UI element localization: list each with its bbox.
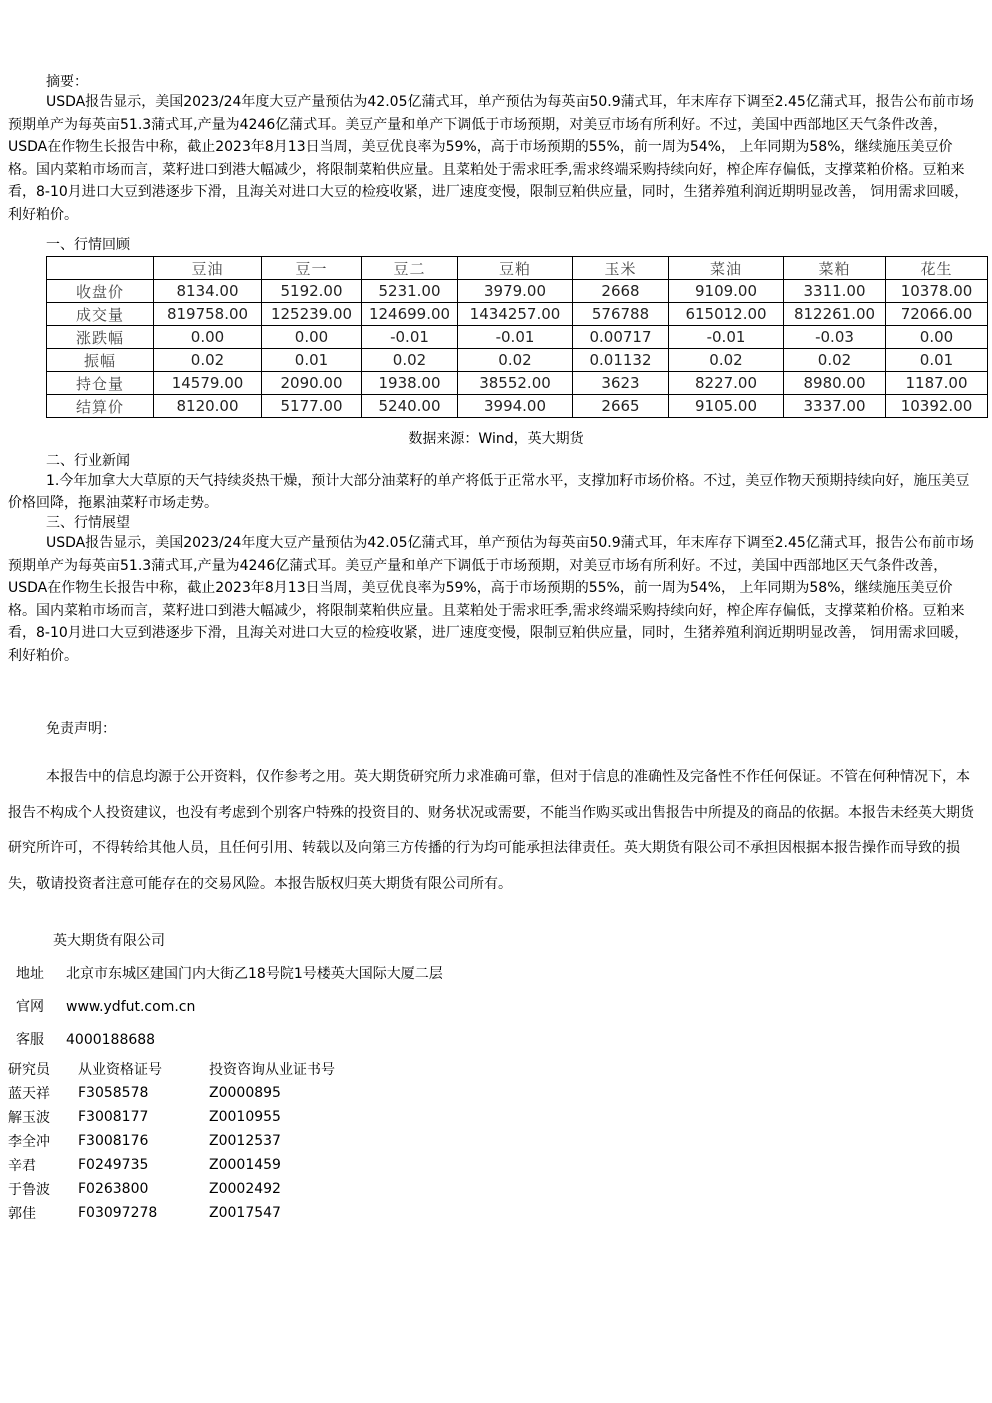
table-row <box>47 280 988 303</box>
service-value: 4000188688 <box>66 1032 156 1048</box>
table-cell: 0.02 <box>784 349 886 372</box>
table-cell: 3979.00 <box>458 280 573 303</box>
table-cell: 125239.00 <box>262 303 362 326</box>
table-cell: -0.01 <box>669 326 784 349</box>
disclaimer-paragraph: 本报告中的信息均源于公开资料，仅作参考之用。英大期货研究所力求准确可靠，但对于信息的准确性及完备性不作任何保证。不管在何种情况下，本报告不构成个人投资建议，也没有考虑到个别客户特殊的投资目的、财务状况或需要，不能当作购买或出售报告中所提及的商品的依据。本报告未经英大期货研究所许可，不得转给其他人员，且任何引用、转载以及向第三方传播的行为均可能承担法律责任。英大期货有限公司不承担因根据本报告操作而导致的损失，敬请投资者注意可能存在的交易风险。本报告版权归英大期货有限公司所有。 <box>8 769 974 892</box>
table-cell: 10392.00 <box>886 395 988 418</box>
data-source-note: 数据来源：Wind，英大期货 <box>408 431 584 447</box>
web-value: www.ydfut.com.cn <box>66 999 196 1015</box>
table-cell: 1938.00 <box>362 372 458 395</box>
table-row <box>47 349 988 372</box>
contact-web-row <box>16 996 195 1016</box>
table-cell: 0.02 <box>362 349 458 372</box>
table-row <box>47 326 988 349</box>
researcher-cell: Z0010955 <box>209 1109 281 1125</box>
table-header-cell: 豆一 <box>262 257 362 280</box>
researcher-row <box>8 1129 335 1153</box>
researcher-cell: F0249735 <box>78 1157 149 1173</box>
address-value: 北京市东城区建国门内大街乙18号院1号楼英大国际大厦二层 <box>66 966 443 982</box>
table-cell: 5240.00 <box>362 395 458 418</box>
table-cell: 1187.00 <box>886 372 988 395</box>
table-corner-cell <box>47 257 154 280</box>
table-cell: 0.02 <box>669 349 784 372</box>
researcher-header-cell: 从业资格证号 <box>78 1062 162 1078</box>
table-cell: 2668 <box>573 280 669 303</box>
researcher-row <box>8 1153 335 1177</box>
service-label: 客服 <box>16 1032 44 1048</box>
table-row <box>47 395 988 418</box>
researcher-cell: Z0001459 <box>209 1157 281 1173</box>
contact-service-row <box>16 1029 155 1049</box>
table-cell: 3337.00 <box>784 395 886 418</box>
researcher-cell: 郭佳 <box>8 1206 36 1222</box>
table-cell: 8227.00 <box>669 372 784 395</box>
table-cell: 8134.00 <box>154 280 262 303</box>
industry-news-paragraph: 1.今年加拿大大草原的天气持续炎热干燥，预计大部分油菜籽的单产将低于正常水平，支撑加籽市场价格。不过，美豆作物天预期持续向好，施压美豆价格回降，拖累油菜籽市场走势。 <box>8 473 970 511</box>
researcher-cell: 李全冲 <box>8 1134 50 1150</box>
table-cell: 812261.00 <box>784 303 886 326</box>
researcher-cell: F3058578 <box>78 1085 149 1101</box>
researcher-table <box>8 1057 335 1225</box>
table-cell: 0.01 <box>886 349 988 372</box>
disclaimer-heading: 免责声明： <box>46 721 116 737</box>
table-cell: 3994.00 <box>458 395 573 418</box>
outlook-heading: 三、行情展望 <box>46 515 130 531</box>
table-cell: 0.00717 <box>573 326 669 349</box>
researcher-row <box>8 1201 335 1225</box>
web-label: 官网 <box>16 999 44 1015</box>
table-cell: 9109.00 <box>669 280 784 303</box>
address-label: 地址 <box>16 966 44 982</box>
table-cell: 38552.00 <box>458 372 573 395</box>
table-row-label: 成交量 <box>47 303 154 326</box>
summary-heading: 摘要： <box>46 74 88 90</box>
table-cell: 1434257.00 <box>458 303 573 326</box>
researcher-cell: 辛君 <box>8 1158 36 1174</box>
table-cell: 3311.00 <box>784 280 886 303</box>
researcher-cell: F03097278 <box>78 1205 158 1221</box>
market-data-table <box>46 256 988 418</box>
researcher-cell: Z0000895 <box>209 1085 281 1101</box>
table-cell: 8980.00 <box>784 372 886 395</box>
table-cell: 0.00 <box>262 326 362 349</box>
table-cell: 576788 <box>573 303 669 326</box>
table-row-label: 持仓量 <box>47 372 154 395</box>
contact-address-row <box>16 963 443 983</box>
table-header-cell: 菜粕 <box>784 257 886 280</box>
table-row <box>47 372 988 395</box>
table-cell: 0.02 <box>154 349 262 372</box>
table-cell: -0.01 <box>362 326 458 349</box>
table-cell: 8120.00 <box>154 395 262 418</box>
table-cell: 0.00 <box>886 326 988 349</box>
researcher-cell: 解玉波 <box>8 1110 50 1126</box>
industry-news-heading: 二、行业新闻 <box>46 453 130 469</box>
researcher-cell: Z0017547 <box>209 1205 281 1221</box>
table-cell: 819758.00 <box>154 303 262 326</box>
table-cell: 5192.00 <box>262 280 362 303</box>
table-cell: 10378.00 <box>886 280 988 303</box>
table-row <box>47 303 988 326</box>
table-header-cell: 菜油 <box>669 257 784 280</box>
table-cell: -0.03 <box>784 326 886 349</box>
table-header-cell: 玉米 <box>573 257 669 280</box>
researcher-cell: F0263800 <box>78 1181 149 1197</box>
researcher-cell: F3008176 <box>78 1133 149 1149</box>
table-row-label: 涨跌幅 <box>47 326 154 349</box>
summary-paragraph: USDA报告显示，美国2023/24年度大豆产量预估为42.05亿蒲式耳，单产预估为每英亩50.9蒲式耳，年末库存下调至2.45亿蒲式耳，报告公布前市场预期单产为每英亩51.3蒲式耳,产量为4246亿蒲式耳。美豆产量和单产下调低于市场预期，对美豆市场有所利好。不过，美国中西部地区天气条件改善， USDA在作物生长报告中称，截止2023年8月13日当周，美豆优良率为59%，高于市场预期的55%，前一周为54%， 上年同期为58%，继续施压美豆价格。国内菜粕市场而言，菜籽进口到港大幅减少，将限制菜粕供应量。且菜粕处于需求旺季,需求终端采购持续向好，榨企库存偏低，支撑菜粕价格。豆粕来看，8-10月进口大豆到港逐步下滑，且海关对进口大豆的检疫收紧，进厂速度变慢，限制豆粕供应量，同时，生猪养殖利润近期明显改善， 饲用需求回暖，利好粕价。 <box>8 94 974 223</box>
table-header-cell: 花生 <box>886 257 988 280</box>
researcher-row <box>8 1177 335 1201</box>
researcher-header-cell: 投资咨询从业证书号 <box>209 1062 335 1078</box>
table-cell: 615012.00 <box>669 303 784 326</box>
researcher-cell: F3008177 <box>78 1109 149 1125</box>
table-cell: 0.01132 <box>573 349 669 372</box>
market-review-heading: 一、行情回顾 <box>46 237 130 253</box>
outlook-paragraph: USDA报告显示，美国2023/24年度大豆产量预估为42.05亿蒲式耳，单产预估为每英亩50.9蒲式耳，年末库存下调至2.45亿蒲式耳，报告公布前市场预期单产为每英亩51.3蒲式耳,产量为4246亿蒲式耳。美豆产量和单产下调低于市场预期，对美豆市场有所利好。不过，美国中西部地区天气条件改善， USDA在作物生长报告中称，截止2023年8月13日当周，美豆优良率为59%，高于市场预期的55%，前一周为54%， 上年同期为58%，继续施压美豆价格。国内菜粕市场而言，菜籽进口到港大幅减少，将限制菜粕供应量。且菜粕处于需求旺季,需求终端采购持续向好，榨企库存偏低，支撑菜粕价格。豆粕来看，8-10月进口大豆到港逐步下滑，且海关对进口大豆的检疫收紧，进厂速度变慢，限制豆粕供应量，同时，生猪养殖利润近期明显改善， 饲用需求回暖，利好粕价。 <box>8 535 974 664</box>
table-cell: 5231.00 <box>362 280 458 303</box>
researcher-cell: 于鲁波 <box>8 1182 50 1198</box>
table-cell: 0.01 <box>262 349 362 372</box>
researcher-cell: Z0002492 <box>209 1181 281 1197</box>
table-cell: 3623 <box>573 372 669 395</box>
researcher-header-row <box>8 1057 335 1081</box>
table-row-label: 振幅 <box>47 349 154 372</box>
table-row-label: 收盘价 <box>47 280 154 303</box>
researcher-row <box>8 1105 335 1129</box>
company-name: 英大期货有限公司 <box>53 933 165 949</box>
table-cell: 72066.00 <box>886 303 988 326</box>
table-cell: 14579.00 <box>154 372 262 395</box>
table-cell: 0.02 <box>458 349 573 372</box>
researcher-cell: 蓝天祥 <box>8 1086 50 1102</box>
table-cell: 0.00 <box>154 326 262 349</box>
table-header-cell: 豆油 <box>154 257 262 280</box>
researcher-cell: Z0012537 <box>209 1133 281 1149</box>
table-cell: 5177.00 <box>262 395 362 418</box>
table-cell: 2665 <box>573 395 669 418</box>
table-row-label: 结算价 <box>47 395 154 418</box>
table-header-cell: 豆粕 <box>458 257 573 280</box>
researcher-row <box>8 1081 335 1105</box>
table-cell: 2090.00 <box>262 372 362 395</box>
researcher-header-cell: 研究员 <box>8 1062 50 1078</box>
table-header-row <box>47 257 988 280</box>
table-cell: -0.01 <box>458 326 573 349</box>
table-cell: 9105.00 <box>669 395 784 418</box>
table-header-cell: 豆二 <box>362 257 458 280</box>
table-cell: 124699.00 <box>362 303 458 326</box>
